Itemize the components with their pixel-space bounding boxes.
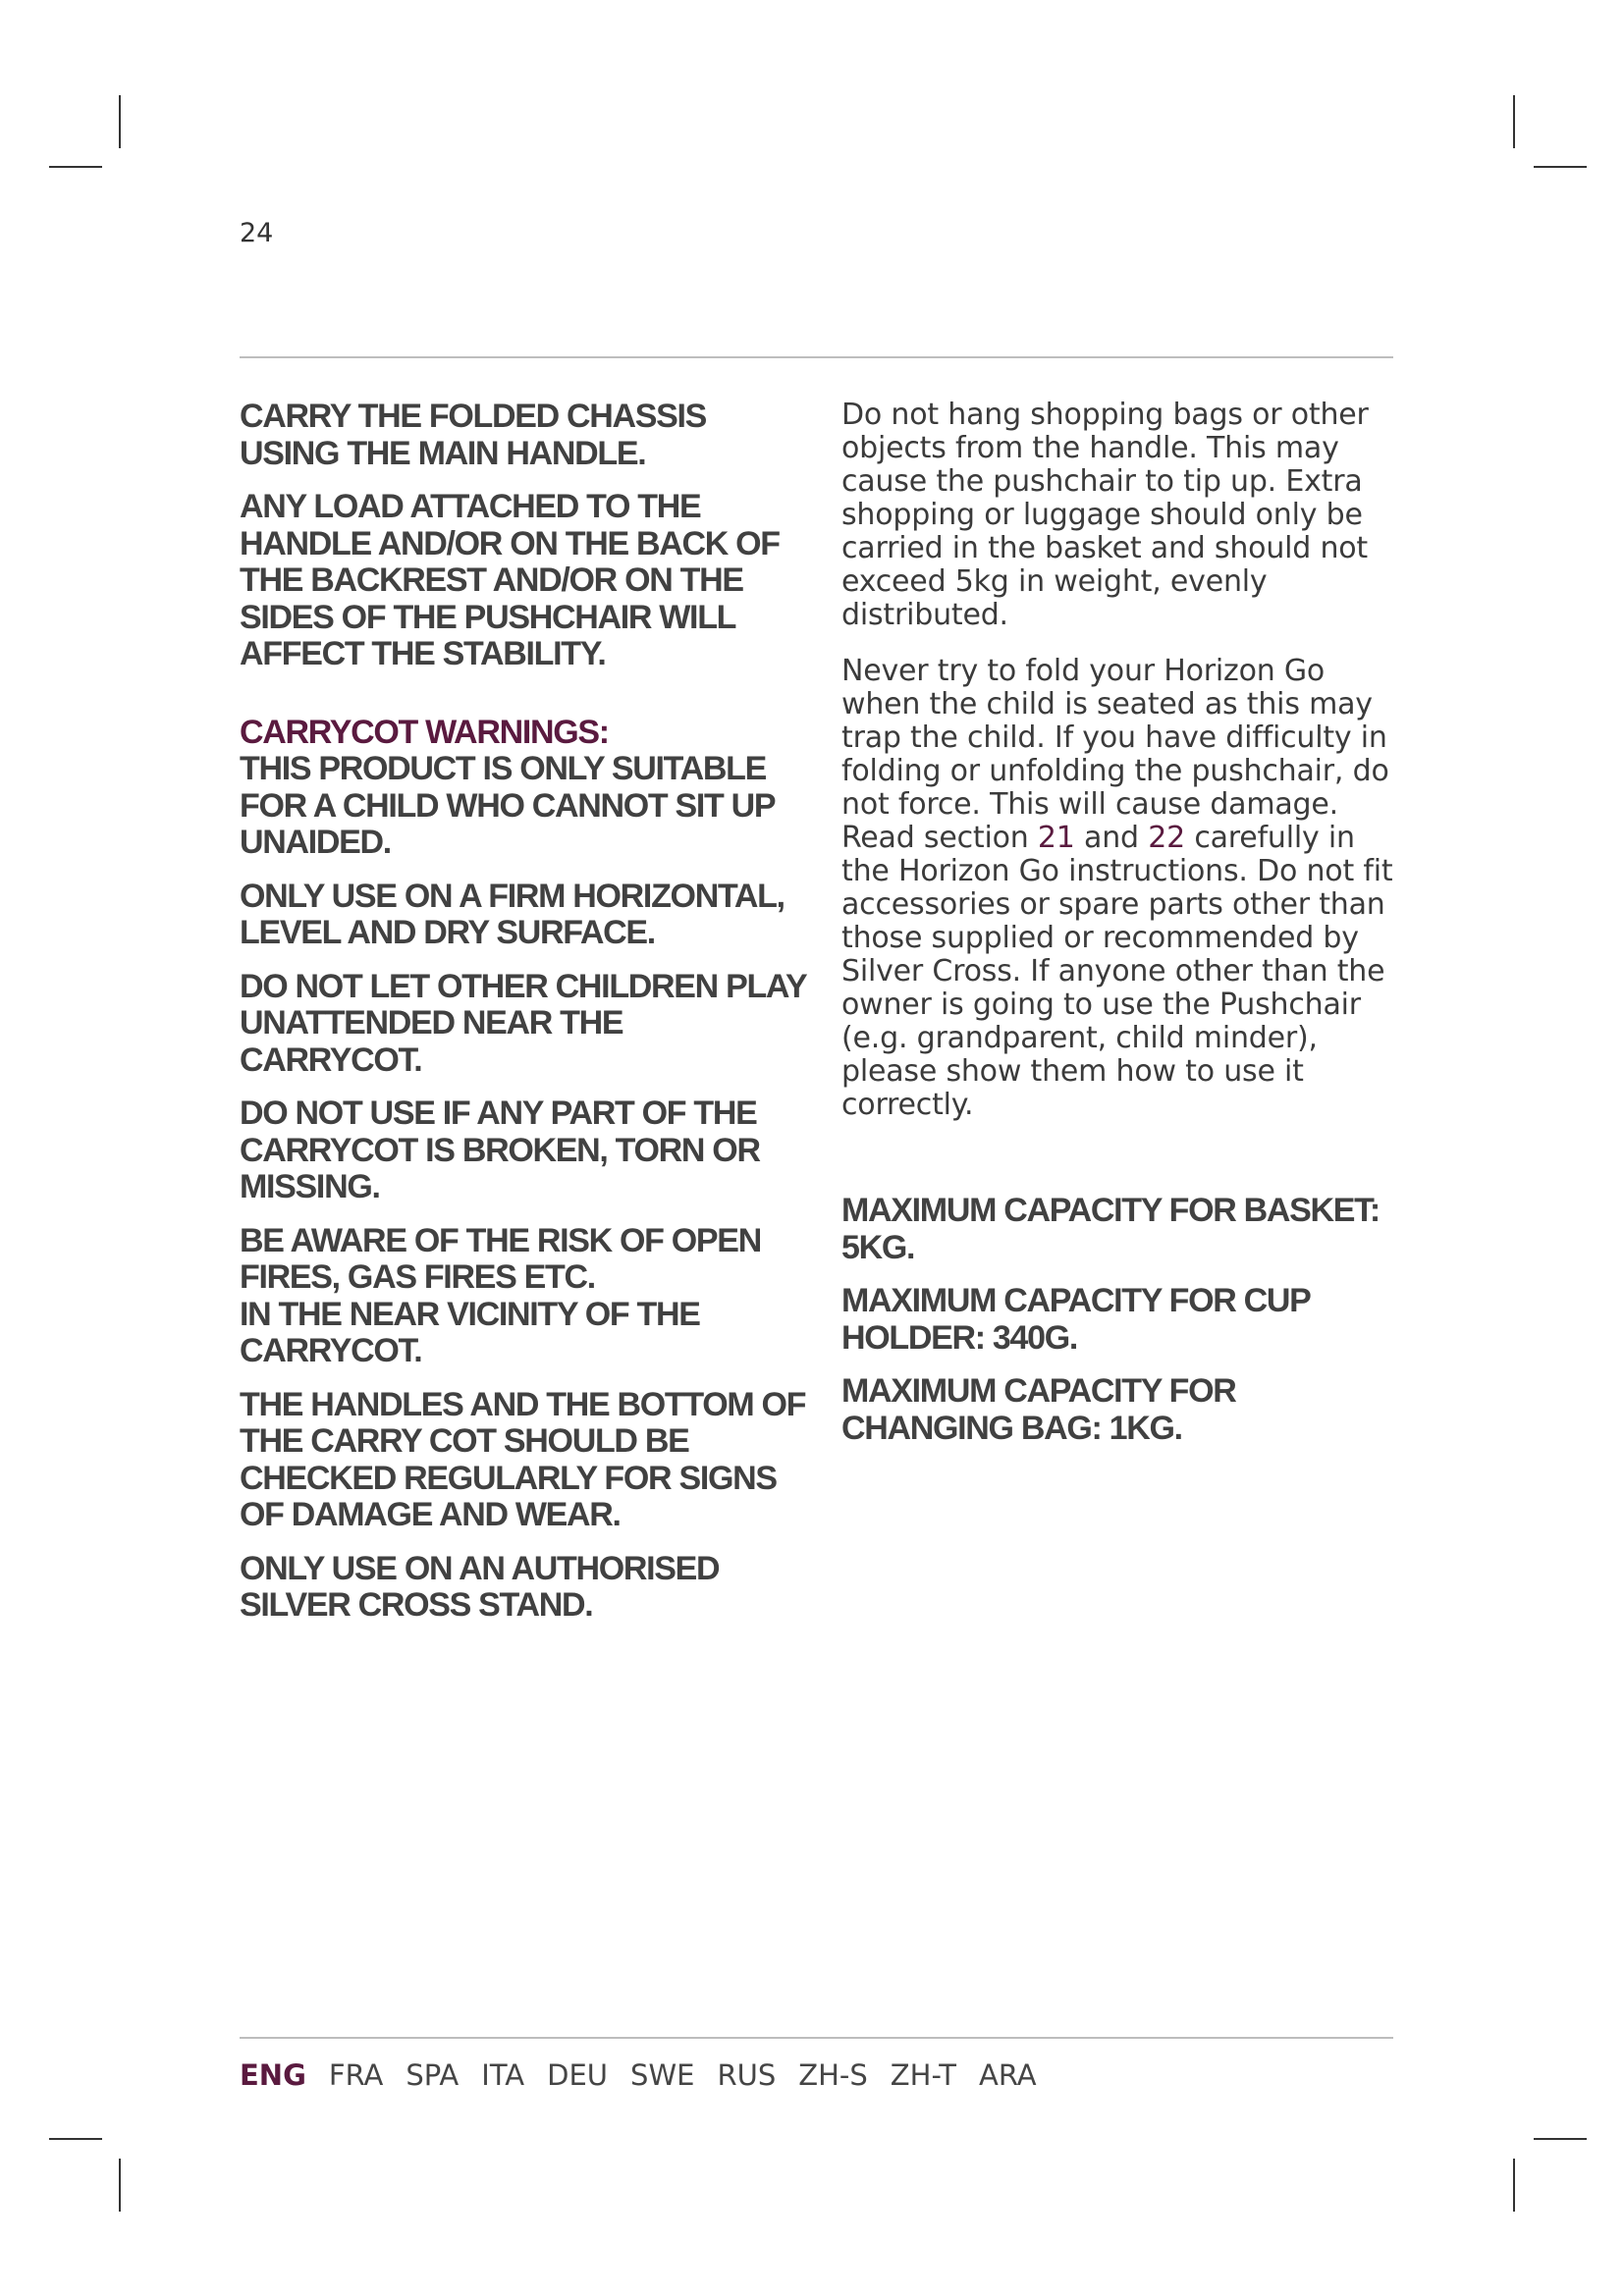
carrycot-warnings-block xyxy=(240,715,809,862)
warning-broken-parts: DO NOT USE IF ANY PART OF THE CARRYCOT IS BROKEN, TORN OR MISSING. xyxy=(240,1095,760,1205)
carrycot-warnings-title: CARRYCOT WARNINGS: xyxy=(240,713,609,751)
crop-mark-bottom-right-horizontal xyxy=(1534,2138,1587,2140)
language-nav xyxy=(240,2058,1037,2092)
language-deu[interactable]: DEU xyxy=(547,2058,609,2092)
crop-mark-top-left-vertical xyxy=(119,95,121,148)
language-swe[interactable]: SWE xyxy=(630,2058,695,2092)
crop-mark-top-right-vertical xyxy=(1513,95,1515,148)
warning-authorised-stand: ONLY USE ON AN AUTHORISED SILVER CROSS STAND. xyxy=(240,1549,720,1624)
warning-open-fires-block xyxy=(240,1223,809,1370)
header-rule xyxy=(240,356,1393,358)
page-number: 24 xyxy=(240,218,274,248)
crop-mark-bottom-right-vertical xyxy=(1513,2159,1515,2212)
warning-open-fires: BE AWARE OF THE RISK OF OPEN FIRES, GAS FIRES ETC. xyxy=(240,1221,761,1296)
language-rus[interactable]: RUS xyxy=(717,2058,777,2092)
language-ita[interactable]: ITA xyxy=(481,2058,525,2092)
warning-near-vicinity: IN THE NEAR VICINITY OF THE CARRYCOT. xyxy=(240,1295,700,1369)
language-zh-t[interactable]: ZH-T xyxy=(890,2058,956,2092)
language-eng[interactable]: ENG xyxy=(240,2058,306,2092)
warning-check-handles: THE HANDLES AND THE BOTTOM OF THE CARRY COT SHOULD BE CHECKED REGULARLY FOR SIGNS OF DAMAGE AND WEAR. xyxy=(240,1385,806,1533)
warning-other-children: DO NOT LET OTHER CHILDREN PLAY UNATTENDED NEAR THE CARRYCOT. xyxy=(240,967,806,1079)
paragraph-folding-part-1: Never try to fold your Horizon Go when the child is seated as this may trap the child. If you have difficulty in folding or unfolding the pushchair, do not force. This will cause damage. Read section xyxy=(841,654,1389,855)
paragraph-folding xyxy=(841,655,1411,1122)
crop-mark-top-left-horizontal xyxy=(49,166,102,168)
left-column xyxy=(240,399,809,1641)
language-zh-s[interactable]: ZH-S xyxy=(798,2058,868,2092)
capacity-changing-bag: MAXIMUM CAPACITY FOR CHANGING BAG: 1KG. xyxy=(841,1372,1236,1447)
section-reference-22: 22 xyxy=(1148,821,1185,855)
right-column xyxy=(841,399,1411,1464)
language-fra[interactable]: FRA xyxy=(328,2058,384,2092)
paragraph-folding-part-2: and xyxy=(1074,821,1149,855)
section-reference-21: 21 xyxy=(1037,821,1075,855)
crop-mark-top-right-horizontal xyxy=(1534,166,1587,168)
paragraph-shopping-bags: Do not hang shopping bags or other objects from the handle. This may cause the pushchair to tip up. Extra shopping or luggage should only be carried in the basket and should not exceed 5kg in weight, evenly distributed. xyxy=(841,398,1369,632)
warning-suitable-child: THIS PRODUCT IS ONLY SUITABLE FOR A CHILD WHO CANNOT SIT UP UNAIDED. xyxy=(240,750,775,861)
crop-mark-bottom-left-vertical xyxy=(119,2159,121,2212)
language-spa[interactable]: SPA xyxy=(406,2058,460,2092)
crop-mark-bottom-left-horizontal xyxy=(49,2138,102,2140)
capacity-cup-holder: MAXIMUM CAPACITY FOR CUP HOLDER: 340G. xyxy=(841,1282,1310,1357)
warning-firm-surface: ONLY USE ON A FIRM HORIZONTAL, LEVEL AND DRY SURFACE. xyxy=(240,877,785,951)
capacity-basket: MAXIMUM CAPACITY FOR BASKET: 5KG. xyxy=(841,1192,1380,1266)
footer-rule xyxy=(240,2037,1393,2039)
warning-load-stability: ANY LOAD ATTACHED TO THE HANDLE AND/OR ON THE BACK OF THE BACKREST AND/OR ON THE SIDES OF THE PUSHCHAIR WILL AFFECT THE STABILITY. xyxy=(240,488,780,672)
warning-carry-folded-chassis: CARRY THE FOLDED CHASSIS USING THE MAIN HANDLE. xyxy=(240,398,707,472)
language-ara[interactable]: ARA xyxy=(978,2058,1037,2092)
paragraph-folding-part-3: carefully in the Horizon Go instructions. Do not fit accessories or spare parts other than those supplied or recommended by Silver Cross. If anyone other than the owner is going to use the Pushchair (e.g. grandparent, child minder), please show them how to use it correctly. xyxy=(841,821,1393,1122)
